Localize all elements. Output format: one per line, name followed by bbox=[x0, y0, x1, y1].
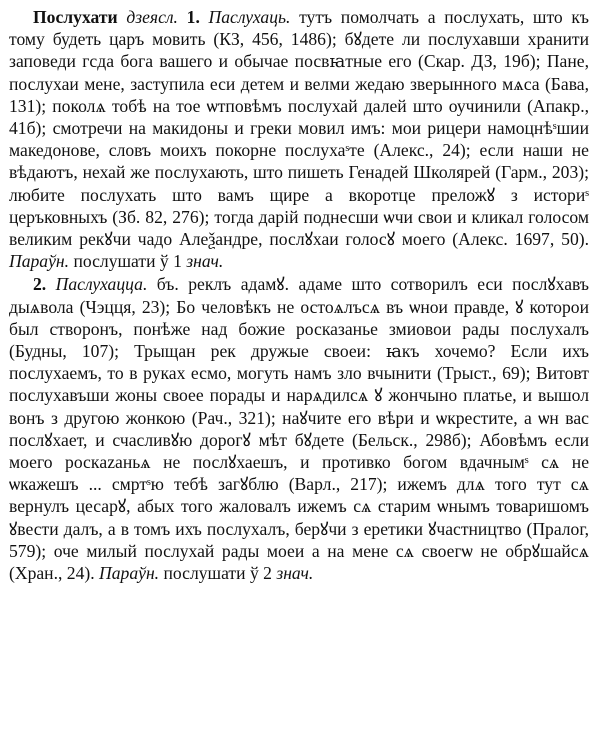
sense-1-citations: тутъ помолчать а послухать, што къ тому будеть царъ мовить (КЗ, 456, 1486); бꙋдете ли послухавши хранити заповеди гсда бога вашего и обычае посвꙗтные его (Скар. ДЗ, 19б); Пане, послухаи мене, заступила еси детем и велми жедаю зверынного мѧса (Бава, 131); поколѧ тобѣ на тое ѡтповѣмъ послухай далей што оучинили (Апакр., 41б); смотречи на макидоны и греки мовил имъ: мои рицери намоцнѣˢшии македонове, словъ моихъ покорне послухаˢте (Алекс., 24); если наши не вѣдаютъ, нехай же послухають, што пишеть Генадей Школярей (Гарм., 203); любите послухать што вамъ щире а вкоротце преложꙋ з историˢ церъковныхъ (Зб. 82, 276); тогда дарій поднесши ѡчи свои и кликал голосом великим рекꙋчи чадо Алеѯандре, послꙋхаи голосꙋ моего (Алекс. 1697, 50). bbox=[9, 7, 590, 250]
sense-2-compare-label: Параўн. bbox=[99, 563, 160, 584]
sense-2-paragraph bbox=[9, 273, 589, 584]
sense-2-compare-text: послушати ў 2 bbox=[163, 563, 272, 584]
headword: Послухати bbox=[33, 7, 118, 27]
sense-1-number: 1. bbox=[186, 7, 200, 27]
sense-1-compare-suffix: знач. bbox=[186, 251, 224, 272]
sense-1-paragraph bbox=[9, 6, 589, 272]
part-of-speech: дзеясл. bbox=[126, 7, 178, 27]
sense-1-compare-label: Параўн. bbox=[9, 251, 70, 272]
sense-1-gloss: Паслухаць. bbox=[208, 7, 291, 27]
sense-2-citations: бъ. реклъ адамꙋ. адаме што сотворилъ еси послꙋхавъ дыѧвола (Чэцця, 23); Бо человѣкъ не остоѧлъсѧ въ ѡнои правде, ꙋ которои был створонъ, понѣже над божие росказанье змиовои рады послухалъ (Будны, 107); Трыщан рек дружые своеи: ꙗкъ хочемо? Если ихъ послухаемъ, то в руках есмо, могуть намъ зло вчынити (Трыст., 69); Витовт послухавъши жоны своее порады и нарѧдилсѧ ꙋ жончыно платье, и вышол вонъ з другою жонкою (Рач., 321); наꙋчите его вѣри и ѡкрестите, а ѡн вас послꙋхает, и счасливꙋю дорогꙋ мѣт бꙋдете (Бельск., 298б); Абовѣмъ если моего роскazаньѧ не послꙋхаешъ, и противко богом вдачнымˢ сѧ не ѡкажешъ ... смртˢю тебѣ загꙋблю (Варл., 217); ижемъ длѧ того тут сѧ вернулъ цесарꙋ, абых того жаловалъ ижемъ сѧ старим ѡнымъ товаришомъ ꙋвести далъ, а в томъ ихъ послухалъ, берꙋчи з еретики ꙋчастництво (Пралог, 579); оче милый послухай рады моеи а на мене сѧ своегѡ не обрꙋшайсѧ (Хран., 24). bbox=[9, 274, 589, 584]
sense-1-compare-text: послушати ў 1 bbox=[73, 251, 182, 272]
dictionary-entry bbox=[9, 6, 589, 584]
sense-2-compare-suffix: знач. bbox=[276, 563, 314, 584]
sense-2-number: 2. bbox=[33, 274, 47, 295]
sense-2-gloss: Паслухацца. bbox=[55, 274, 148, 295]
